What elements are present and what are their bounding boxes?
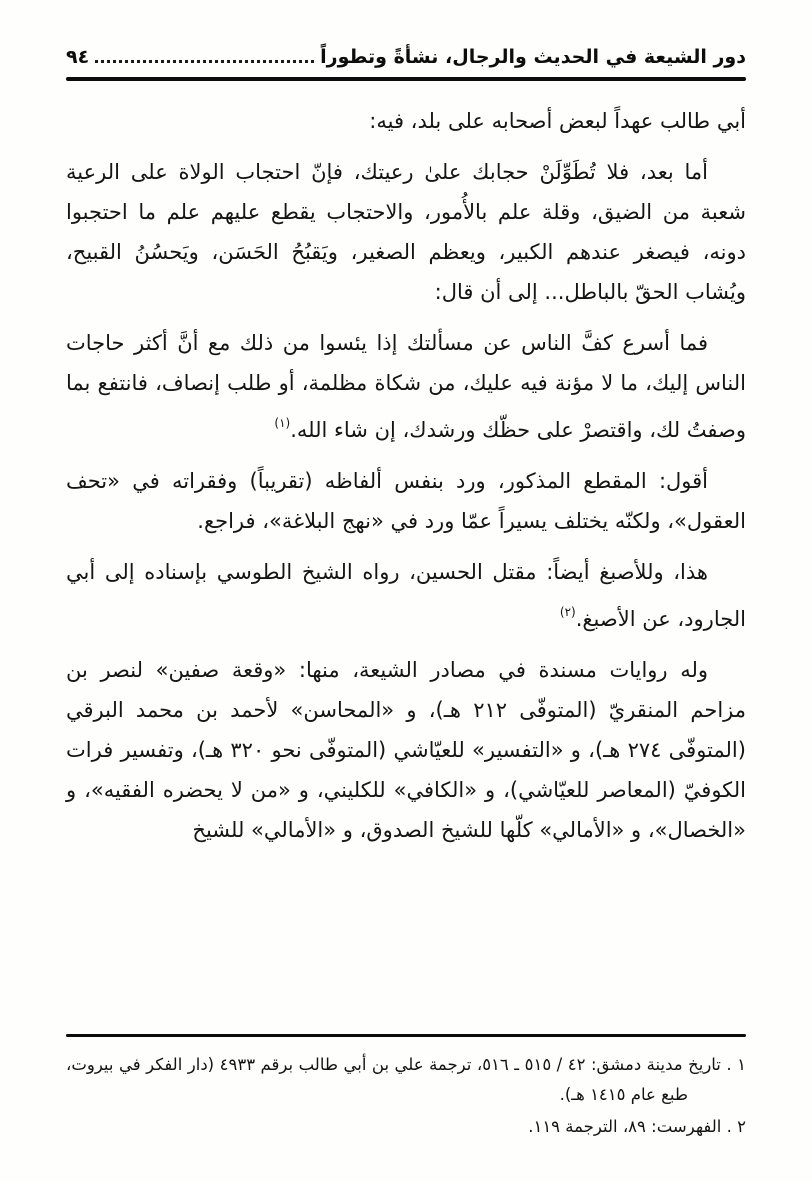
footnote-rule [66, 1034, 746, 1037]
paragraph-comment: أقول: المقطع المذكور، ورد بنفس ألفاظه (تقريباً) وفقراته في «تحف العقول»، ولكنّه يختلف يسيراً عمّا ورد في «نهج البلاغة»، فراجع. [66, 469, 746, 533]
paragraph-text: فما أسرع كفَّ الناس عن مسألتك إذا يئسوا من ذلك مع أنَّ أكثر حاجات الناس إليك، ما لا مؤنة فيه عليك، من شكاة مظلمة، أو طلب إنصاف، فانتفع بما وصفتُ لك، واقتصرْ على حظّك ورشدك، إن شاء الله. [66, 331, 746, 442]
paragraph-maqtal [66, 552, 746, 639]
page-number: ٩٤ [66, 46, 90, 68]
footnote-1: ١ . تاريخ مدينة دمشق: ٤٢ / ٥١٥ ـ ٥١٦، ترجمة علي بن أبي طالب برقم ٤٩٣٣ (دار الفكر في بيروت، طبع عام ١٤١٥ هـ). [66, 1055, 746, 1104]
footnote-ref-2: (٢) [559, 605, 576, 619]
paragraph-continuation: أبي طالب عهداً لبعض أصحابه على بلد، فيه: [369, 109, 746, 133]
running-title: دور الشيعة في الحديث والرجال، نشأةً وتطوراً [320, 46, 746, 68]
paragraph-text: هذا، وللأصبغ أيضاً: مقتل الحسين، رواه الشيخ الطوسي بإسناده إلى أبي الجارود، عن الأصبغ. [66, 560, 746, 631]
footnotes-section [66, 1050, 746, 1144]
footnote-2: ٢ . الفهرست: ٨٩، الترجمة ١١٩. [528, 1117, 746, 1136]
page-header [66, 46, 746, 68]
dotted-leader [95, 60, 314, 63]
paragraph-sources: وله روايات مسندة في مصادر الشيعة، منها: «وقعة صفين» لنصر بن مزاحم المنقريّ (المتوفّى ٢١٢ هـ)، و «المحاسن» لأحمد بن محمد البرقي (المتوفّى ٢٧٤ هـ)، و «التفسير» للعيّاشي (المتوفّى نحو ٣٢٠ هـ)، وتفسير فرات الكوفيّ (المعاصر للعيّاشي)، و «الكافي» للكليني، و «من لا يحضره الفقيه»، و «الخصال»، و «الأمالي» كلّها للشيخ الصدوق، و «الأمالي» للشيخ [66, 658, 746, 842]
paragraph-quote-2 [66, 323, 746, 450]
paragraph-quote-1: أما بعد، فلا تُطَوِّلَنْ حجابك علىٰ رعيتك، فإنّ احتجاب الولاة على الرعية شعبة من الضيق، وقلة علم بالأُمور، والاحتجاب يقطع عليهم علم ما احتجبوا دونه، فيصغر عندهم الكبير، ويعظم الصغير، ويَقبُحُ الحَسَن، ويَحسُنُ القبيح، ويُشاب الحقّ بالباطل... إلى أن قال: [66, 160, 746, 304]
page-body [66, 81, 746, 1034]
footnote-ref-1: (١) [274, 416, 291, 430]
